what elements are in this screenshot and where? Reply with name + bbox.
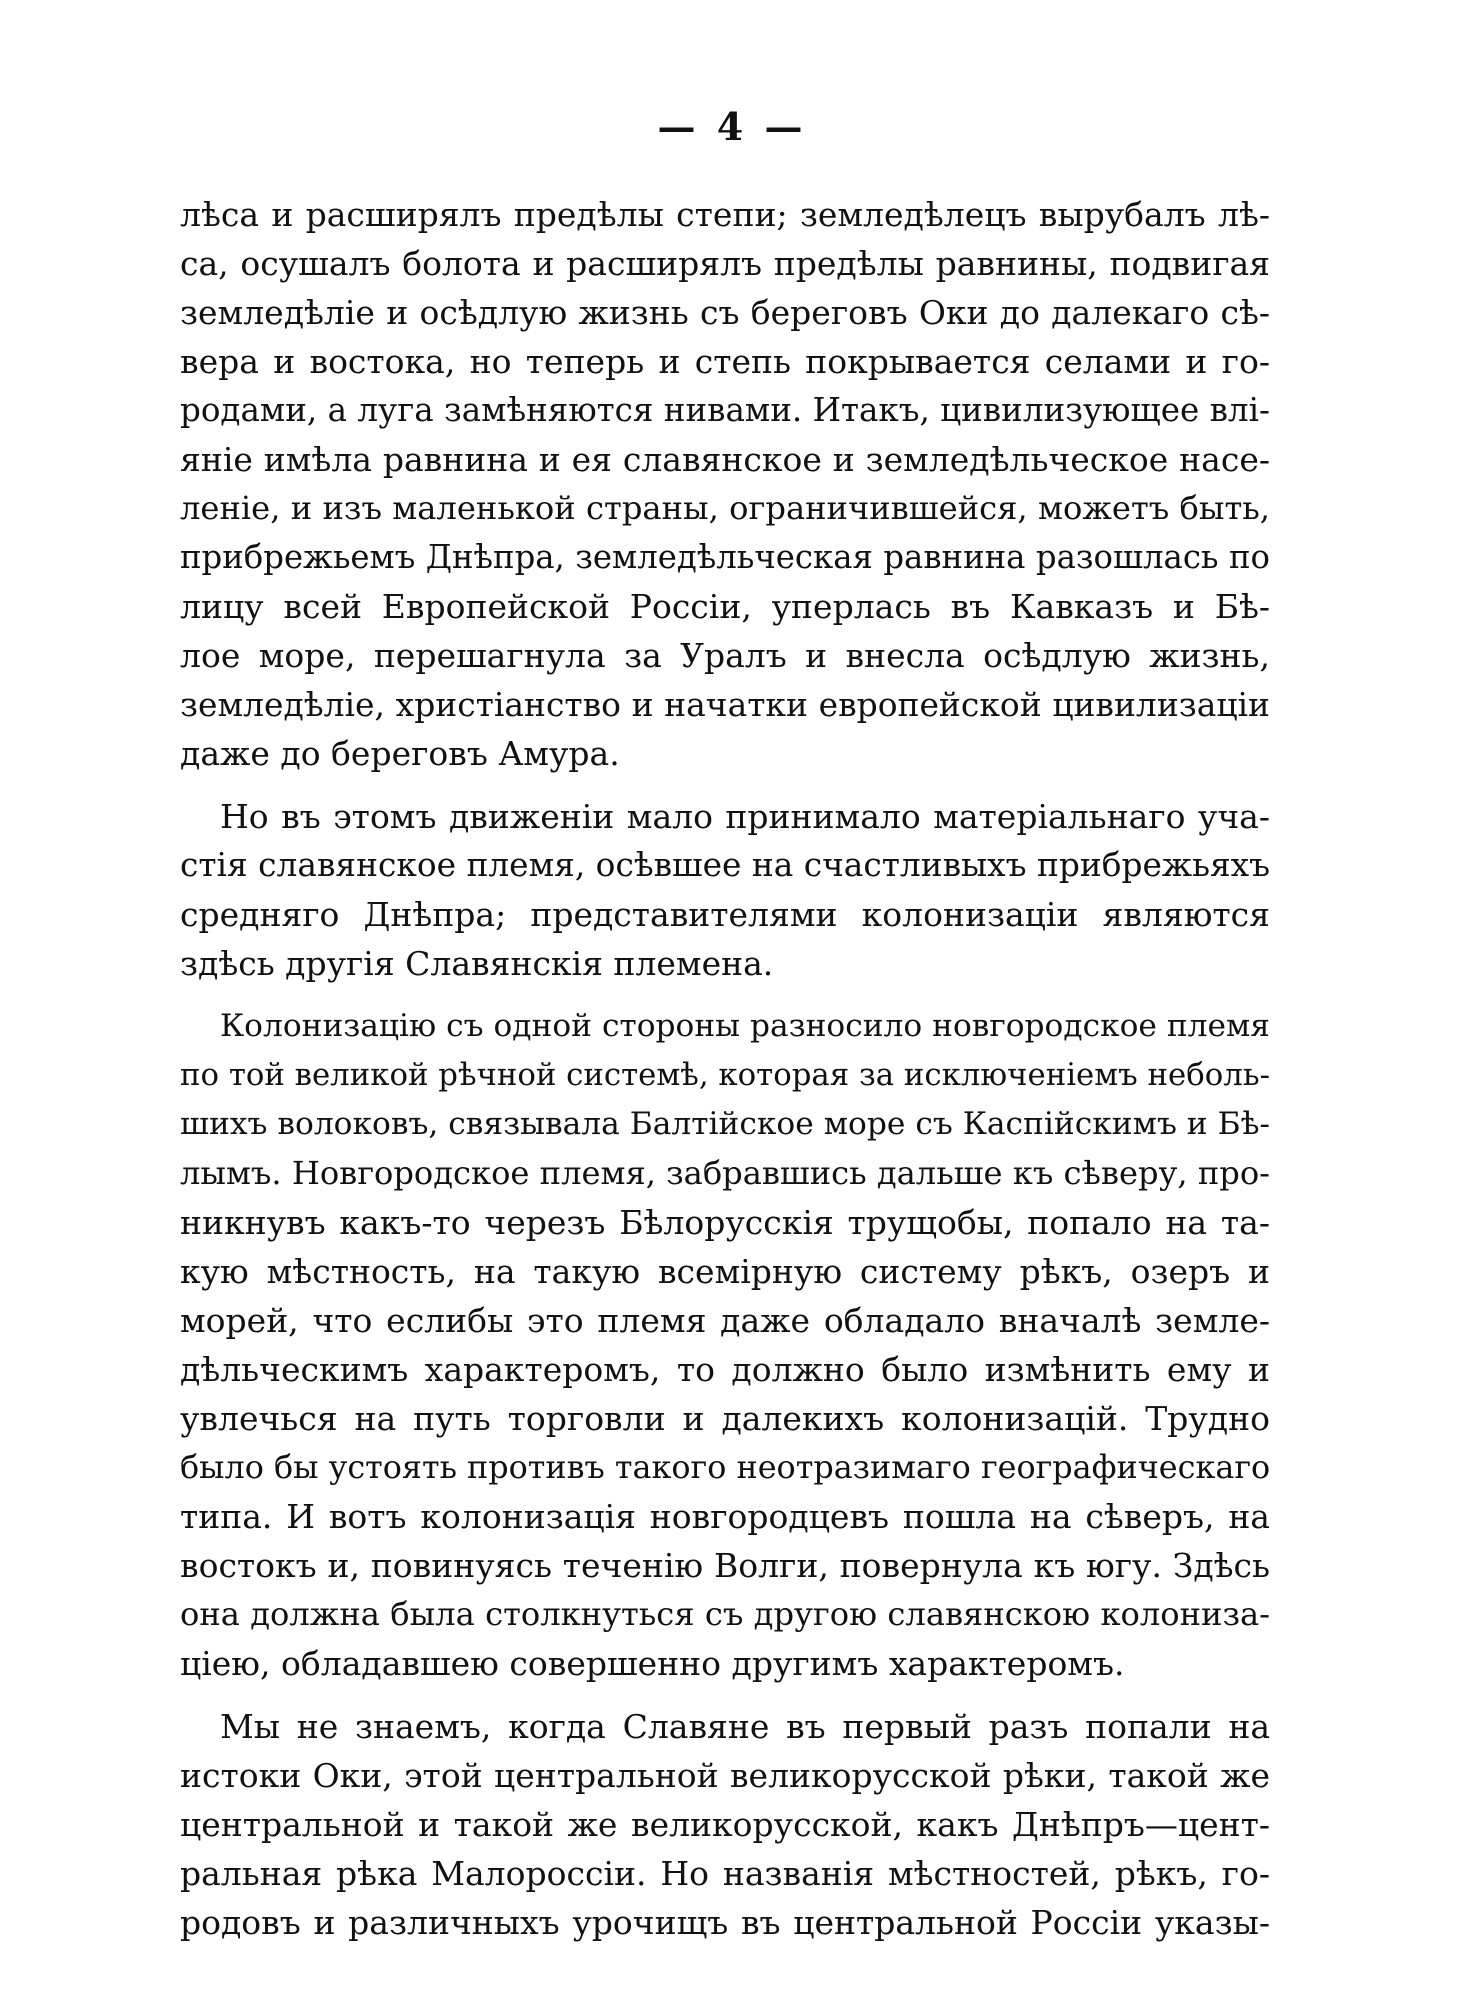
text-line: вера и востока, но теперь и степь покрывается селами и го-	[180, 342, 1270, 381]
text-line: она должна была столкнуться съ другою славянскою колониза-	[180, 1595, 1270, 1633]
text-line: леніе, и изъ маленькой страны, ограничившейся, можетъ быть,	[180, 489, 1270, 527]
paragraph	[180, 792, 1270, 988]
text-line: лѣса и расширялъ предѣлы степи; земледѣлецъ вырубалъ лѣ-	[180, 195, 1270, 234]
text-line: родами, а луга замѣняются нивами. Итакъ, цивилизующее влі-	[180, 391, 1270, 429]
text-line: дѣльческимъ характеромъ, то должно было измѣнить ему и	[180, 1350, 1270, 1389]
text-line: востокъ и, повинуясь теченію Волги, повернула къ югу. Здѣсь	[180, 1546, 1270, 1585]
text-line: ціею, обладавшею совершенно другимъ характеромъ.	[180, 1644, 1125, 1683]
text-line: Колонизацію съ одной стороны разносило новгородское племя	[220, 1008, 1270, 1044]
text-line: земледѣліе и осѣдлую жизнь съ береговъ Оки до далекаго сѣ-	[180, 293, 1270, 332]
text-line: никнувъ какъ-то черезъ Бѣлорусскія трущобы, попало на та-	[180, 1203, 1270, 1242]
text-line: здѣсь другія Славянскія племена.	[180, 944, 774, 983]
text-line: родовъ и различныхъ урочищъ въ центральной Россіи указы-	[180, 1903, 1270, 1942]
text-line: стія славянское племя, осѣвшее на счастливыхъ прибрежьяхъ	[180, 846, 1271, 884]
paragraph	[180, 1702, 1270, 1947]
text-line: увлечься на путь торговли и далекихъ колонизацій. Трудно	[180, 1399, 1270, 1438]
text-line: Но въ этомъ движеніи мало принимало матеріальнаго уча-	[220, 797, 1270, 836]
text-line: прибрежьемъ Днѣпра, земледѣльческая равнина разошлась по	[180, 538, 1270, 576]
text-line: истоки Оки, этой центральной великорусской рѣки, такой же	[180, 1756, 1270, 1795]
text-line: по той великой рѣчной системѣ, которая за исключеніемъ неболь-	[180, 1057, 1270, 1093]
text-line: са, осушалъ болота и расширялъ предѣлы равнины, подвигая	[180, 244, 1270, 283]
paragraph	[180, 1002, 1270, 1688]
text-line: типа. И вотъ колонизація новгородцевъ пошла на сѣверъ, на	[180, 1497, 1270, 1536]
text-line: кую мѣстность, на такую всемірную систему рѣкъ, озеръ и	[180, 1252, 1270, 1291]
page-number: — 4 —	[657, 104, 807, 149]
text-line: средняго Днѣпра; представителями колонизаціи являются	[180, 895, 1270, 934]
text-line: центральной и такой же великорусской, какъ Днѣпръ—цент-	[180, 1805, 1270, 1844]
text-line: Мы не знаемъ, когда Славяне въ первый разъ попали на	[220, 1707, 1270, 1746]
text-line: земледѣліе, христіанство и начатки европейской цивилизаціи	[180, 685, 1270, 724]
body-text	[180, 190, 1270, 1961]
text-line: яніе имѣла равнина и ея славянское и земледѣльческое насе-	[180, 440, 1270, 479]
text-line: даже до береговъ Амура.	[180, 734, 620, 773]
text-line: лое море, перешагнула за Уралъ и внесла осѣдлую жизнь,	[180, 636, 1270, 675]
text-line: шихъ волоковъ, связывала Балтійское море съ Каспійскимъ и Бѣ-	[180, 1106, 1270, 1142]
text-line: лицу всей Европейской Россіи, уперлась въ Кавказъ и Бѣ-	[180, 587, 1270, 626]
text-line: ральная рѣка Малороссіи. Но названія мѣстностей, рѣкъ, го-	[180, 1854, 1270, 1893]
paragraph	[180, 190, 1270, 778]
text-line: было бы устоять противъ такого неотразимаго географическаго	[180, 1448, 1271, 1486]
text-line: лымъ. Новгородское племя, забравшись дальше къ сѣверу, про-	[180, 1154, 1270, 1192]
text-line: морей, что еслибы это племя даже обладало вначалѣ земле-	[180, 1301, 1270, 1340]
